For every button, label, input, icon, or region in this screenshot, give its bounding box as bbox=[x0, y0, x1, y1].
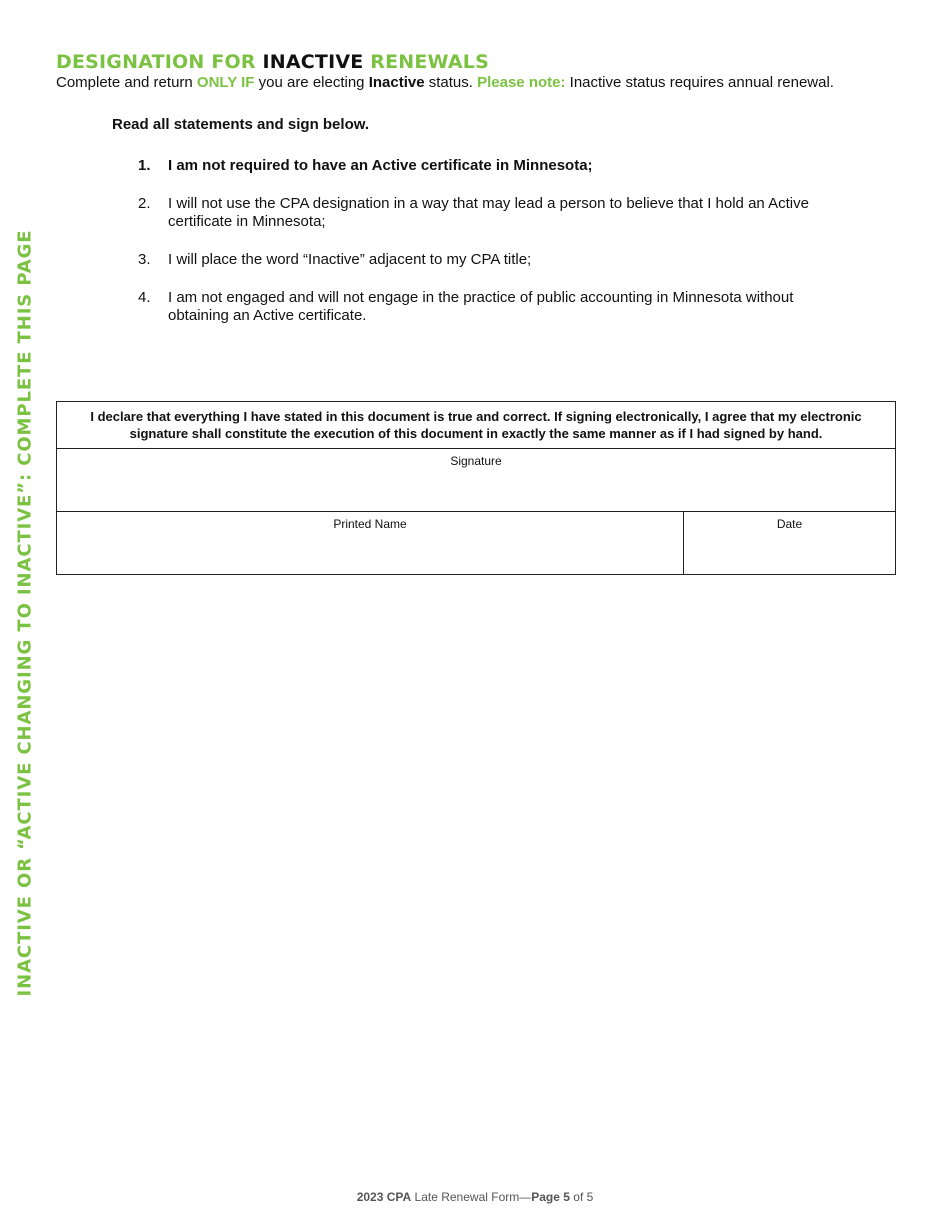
intro-only-if: ONLY IF bbox=[196, 74, 255, 91]
statement-item bbox=[138, 157, 858, 175]
side-banner: INACTIVE OR “ACTIVE CHANGING TO INACTIVE”: COMPLETE THIS PAGE bbox=[14, 229, 36, 997]
page-title bbox=[56, 51, 489, 73]
statement-number: 4. bbox=[138, 289, 151, 306]
statement-text: I will not use the CPA designation in a way that may lead a person to believe that I hold an Active certificate in Minnesota; bbox=[168, 195, 809, 230]
title-part-2: INACTIVE bbox=[262, 51, 364, 73]
statement-number: 1. bbox=[138, 157, 151, 174]
printed-name-label: Printed Name bbox=[333, 517, 407, 531]
statement-item bbox=[138, 251, 858, 269]
intro-text bbox=[56, 74, 834, 91]
statement-number: 2. bbox=[138, 195, 151, 212]
statement-text: I am not required to have an Active certificate in Minnesota; bbox=[168, 157, 593, 174]
footer-form: 2023 CPA bbox=[356, 1190, 412, 1204]
title-part-3: RENEWALS bbox=[363, 51, 489, 73]
intro-t7: Inactive status requires annual renewal. bbox=[565, 74, 834, 91]
instruction-text: Read all statements and sign below. bbox=[112, 116, 370, 133]
statement-item bbox=[138, 195, 858, 231]
signature-table bbox=[56, 401, 896, 575]
declaration-text: I declare that everything I have stated in this document is true and correct. If signing electronically, I agree that my electronic signature shall constitute the execution of this document in exactly the same manner as if I had signed by hand. bbox=[57, 402, 896, 449]
date-field[interactable] bbox=[684, 512, 896, 575]
footer-page-of: of 5 bbox=[569, 1190, 594, 1204]
page-footer bbox=[0, 1190, 950, 1204]
statement-number: 3. bbox=[138, 251, 151, 268]
footer-form-rest: Late Renewal Form— bbox=[411, 1190, 532, 1204]
intro-t5: status. bbox=[424, 74, 478, 91]
statement-item bbox=[138, 289, 858, 325]
intro-inactive: Inactive bbox=[368, 74, 425, 91]
signature-field[interactable] bbox=[57, 449, 896, 512]
printed-name-field[interactable] bbox=[57, 512, 684, 575]
statement-list bbox=[138, 157, 858, 345]
footer-page-label: Page 5 bbox=[531, 1190, 570, 1204]
date-label: Date bbox=[776, 517, 803, 531]
intro-please-note: Please note: bbox=[477, 74, 566, 91]
statement-text: I am not engaged and will not engage in the practice of public accounting in Minnesota without obtaining an Active certificate. bbox=[168, 289, 794, 324]
signature-label: Signature bbox=[450, 454, 502, 468]
intro-t1: Complete and return bbox=[56, 74, 197, 91]
title-part-1: DESIGNATION FOR bbox=[56, 51, 263, 73]
intro-t3: you are electing bbox=[254, 74, 369, 91]
statement-text: I will place the word “Inactive” adjacent to my CPA title; bbox=[168, 251, 532, 268]
